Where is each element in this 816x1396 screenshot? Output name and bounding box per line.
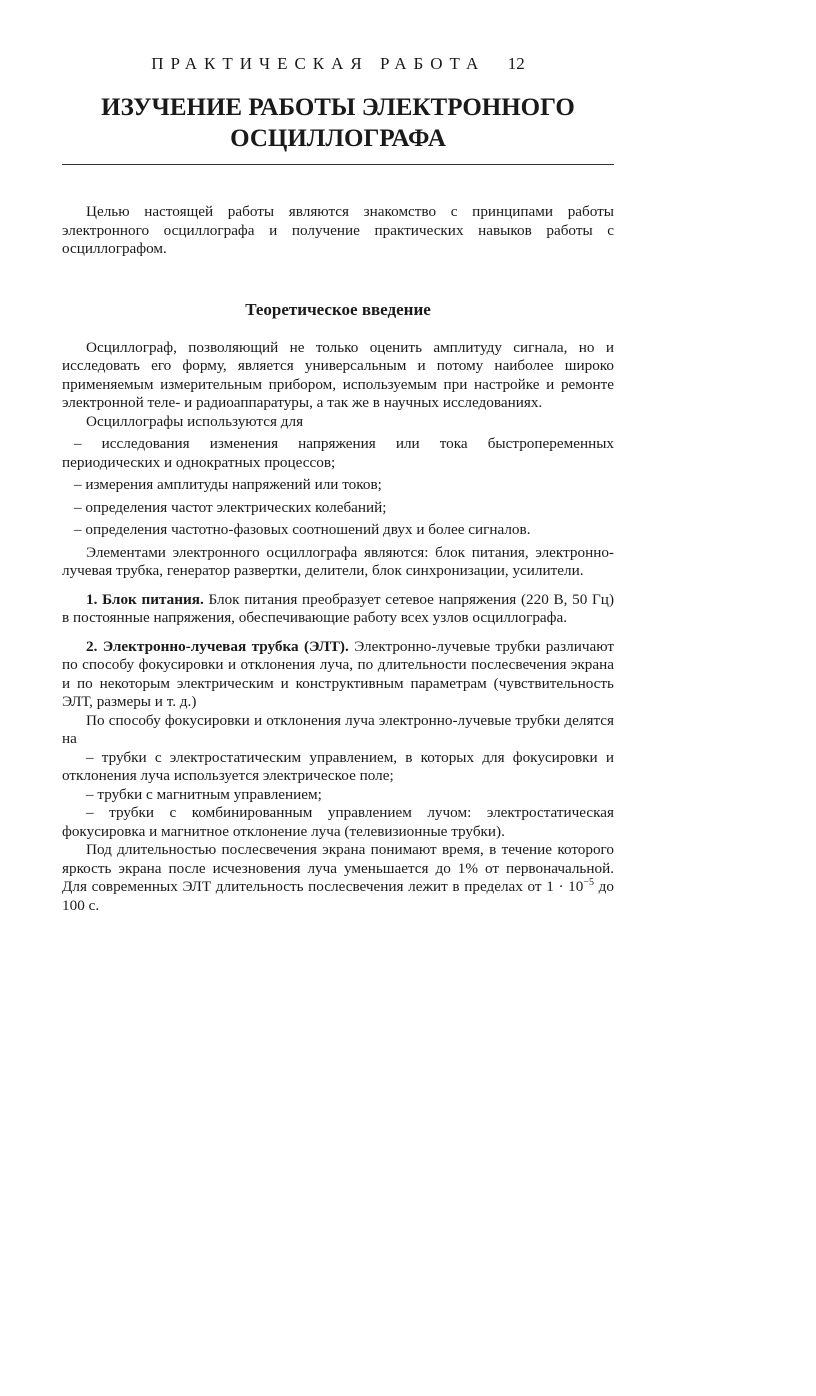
page-title: [62, 92, 614, 154]
paragraph-oscilloscope: Осциллограф, позволяющий не только оценить амплитуду сигнала, но и исследовать его форму, является универсальным и потому наиболее широко применяемым измерительным прибором, используемым при настройке и ремонте электронной теле- и радиоаппаратуры, а так же в научных исследованиях.: [62, 338, 614, 411]
running-title: ПРАКТИЧЕСКАЯ РАБОТА: [151, 54, 486, 73]
title-line-2: ОСЦИЛЛОГРАФА: [230, 125, 446, 152]
page-number: 12: [507, 54, 525, 73]
item-crt-heading: 2. Электронно-лучевая трубка (ЭЛТ).: [86, 637, 349, 655]
paragraph-uses-intro: Осциллографы используются для: [86, 412, 304, 430]
afterglow-exponent: −5: [583, 876, 595, 888]
section-title: Теоретическое введение: [245, 299, 431, 319]
list-item-tube: – трубки с магнитным управлением;: [86, 785, 322, 803]
afterglow-text: Под длительностью послесвечения экрана понимают время, в течение которого яркость экрана после исчезновения луча уменьшается до 1% от первоначальной. Для современных ЭЛТ длительность послесвечения лежит в пределах от 1 · 10: [62, 841, 614, 895]
list-item-use: – измерения амплитуды напряжений или токов;: [74, 476, 382, 493]
paragraph-afterglow: [62, 841, 614, 915]
title-divider: [62, 164, 614, 165]
item-power-supply-text: Блок питания преобразует сетевое напряжения (220 В, 50 Гц) в постоянные напряжения, обеспечивающие работу всех узлов осциллографа.: [62, 590, 614, 626]
list-item-tube: – трубки с комбинированным управлением лучом: электростатическая фокусировка и магнитное отклонение луча (телевизионные трубки).: [62, 804, 614, 840]
title-line-1: ИЗУЧЕНИЕ РАБОТЫ ЭЛЕКТРОННОГО: [101, 94, 575, 121]
paragraph-elements: Элементами электронного осциллографа являются: блок питания, электронно-лучевая трубка, генератор развертки, делители, блок синхронизации, усилители.: [62, 543, 614, 579]
item-crt: [62, 638, 614, 712]
list-item-use: – определения частот электрических колебаний;: [74, 498, 387, 516]
item-power-supply: [62, 591, 614, 628]
item-power-supply-heading: 1. Блок питания.: [86, 590, 204, 608]
document-page: [62, 52, 614, 915]
intro-paragraph: Целью настоящей работы являются знакомство с принципами работы электронного осциллографа и получение практических навыков работы с осциллографом.: [62, 203, 614, 257]
running-header: [62, 52, 614, 76]
paragraph-tube-types: По способу фокусировки и отклонения луча электронно-лучевые трубки делятся на: [62, 711, 614, 747]
afterglow-text-end: до 100 с.: [62, 878, 614, 914]
list-item-tube: – трубки с электростатическим управлением, в которых для фокусировки и отклонения луча используется электрическое поле;: [62, 748, 614, 784]
list-item-use: – исследования изменения напряжения или тока быстропеременных периодических и однократных процессов;: [62, 435, 614, 471]
item-crt-text: Электронно-лучевые трубки различают по способу фокусировки и отклонения луча, по длительности послесвечения экрана и по некоторым электрическим и конструктивным параметрам (чувствительность ЭЛТ, размеры и т. д.): [62, 637, 614, 710]
list-item-use: – определения частотно-фазовых соотношений двух и более сигналов.: [74, 521, 531, 538]
